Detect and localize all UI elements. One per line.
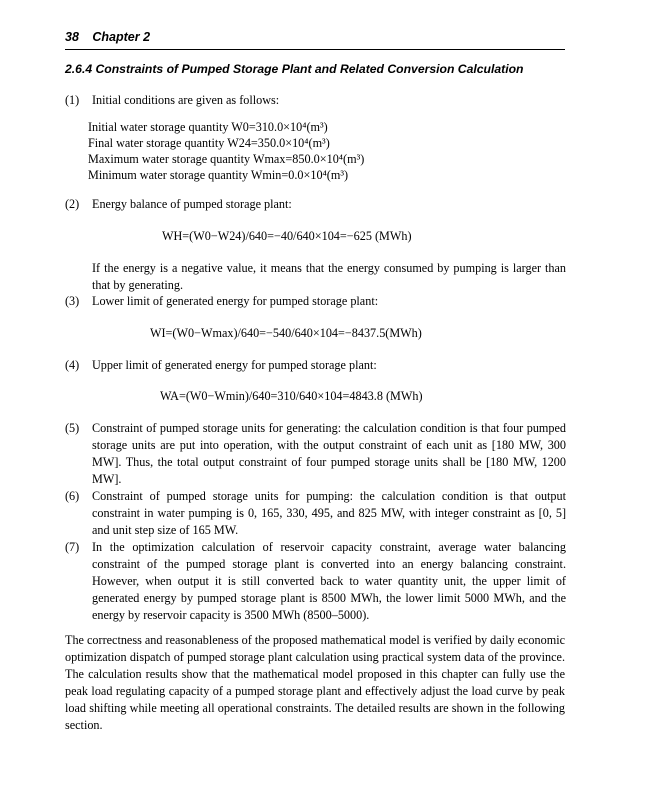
section-title: 2.6.4 Constraints of Pumped Storage Plant and Related Conversion Calculation bbox=[65, 62, 524, 76]
condition-max-storage: Maximum water storage quantity Wmax=850.0×10⁴(m³) bbox=[88, 152, 365, 166]
page-number: 38 bbox=[65, 30, 79, 44]
item-3-number: (3) bbox=[65, 294, 80, 308]
item-2-note: If the energy is a negative value, it means that the energy consumed by pumping is larger than that by generating. bbox=[92, 261, 566, 292]
running-header bbox=[65, 30, 565, 44]
header-rule bbox=[65, 49, 565, 50]
item-4-number: (4) bbox=[65, 358, 80, 372]
item-5-number: (5) bbox=[65, 421, 80, 435]
formula-energy-balance: WH=(W0−W24)/640=−40/640×104=−625 (MWh) bbox=[162, 229, 412, 243]
formula-upper-limit: WA=(W0−Wmin)/640=310/640×104=4843.8 (MWh) bbox=[160, 389, 423, 403]
item-1-text: Initial conditions are given as follows: bbox=[92, 93, 280, 107]
item-7-number: (7) bbox=[65, 540, 80, 554]
item-2-number: (2) bbox=[65, 197, 80, 211]
item-1-number: (1) bbox=[65, 93, 80, 107]
item-5-text: Constraint of pumped storage units for generating: the calculation condition is that four pumped storage units are put into operation, with the output constraint of each unit as [180 MW, 300 MW]. Thus, the total output constraint of four pumped storage units shall be [180 MW, 1200 MW]. bbox=[92, 421, 566, 486]
item-3-text: Lower limit of generated energy for pumped storage plant: bbox=[92, 294, 379, 308]
chapter-label: Chapter 2 bbox=[92, 30, 151, 44]
item-4-text: Upper limit of generated energy for pumped storage plant: bbox=[92, 358, 377, 372]
condition-final-storage: Final water storage quantity W24=350.0×10⁴(m³) bbox=[88, 136, 330, 150]
formula-lower-limit: WI=(W0−Wmax)/640=−540/640×104=−8437.5(MWh) bbox=[150, 326, 422, 340]
closing-paragraph: The correctness and reasonableness of the proposed mathematical model is verified by daily economic optimization dispatch of pumped storage plant calculation using practical system data of the province. The calculation results show that the mathematical model proposed in this chapter can fully use the peak load regulating capacity of a pumped storage plant and effectively adjust the load curve by peak load shifting while meeting all operational constraints. The detailed results are shown in the following section. bbox=[65, 633, 565, 732]
item-2-text: Energy balance of pumped storage plant: bbox=[92, 197, 292, 211]
item-7-text: In the optimization calculation of reservoir capacity constraint, average water balancing constraint of the pumped storage plant is converted into an energy balancing constraint. However, when output it is still converted back to water quantity unit, the upper limit of generated energy by pumped storage plant is 8500 MWh, the lower limit 5000 MWh, and the energy by reservoir capacity is 3500 MWh (8500–5000). bbox=[92, 540, 566, 622]
item-6-number: (6) bbox=[65, 489, 80, 503]
condition-initial-storage: Initial water storage quantity W0=310.0×10⁴(m³) bbox=[88, 120, 328, 134]
item-6-text: Constraint of pumped storage units for pumping: the calculation condition is that output constraint in water pumping is 0, 165, 330, 495, and 825 MW, with integer constraint as [0, 5] and unit step size of 165 MW. bbox=[92, 489, 566, 537]
condition-min-storage: Minimum water storage quantity Wmin=0.0×10⁴(m³) bbox=[88, 168, 349, 182]
